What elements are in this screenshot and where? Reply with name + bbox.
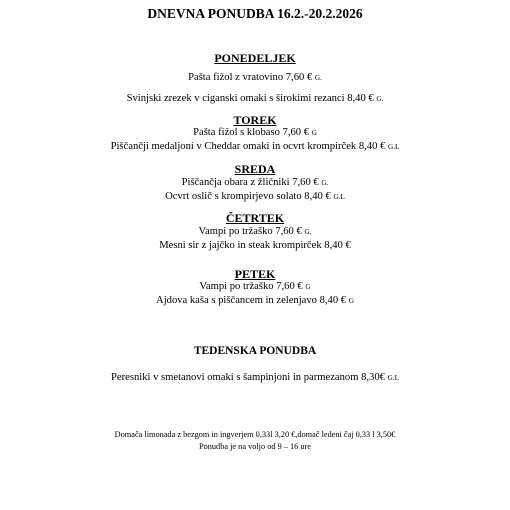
dish-item xyxy=(0,281,510,292)
dish-item xyxy=(0,141,510,152)
allergen-tag: G. xyxy=(314,74,322,82)
allergen-tag: G. xyxy=(376,95,384,103)
menu-title: DNEVNA PONUDBA 16.2.-20.2.2026 xyxy=(147,6,363,21)
allergen-tag: G xyxy=(305,283,311,291)
allergen-tag: G.L xyxy=(388,143,400,151)
day-heading-friday: PETEK xyxy=(234,267,276,281)
drinks-note: Domača limonada z bezgom in ingverjem 0,33l 3,20 €,domač ledeni čaj 0,33 l 3,50€ xyxy=(114,430,396,439)
dish-item xyxy=(0,226,510,237)
dish-text: Ocvrt oslič s krompirjevo solato 8,40 € xyxy=(165,191,331,202)
dish-text: Peresniki v smetanovi omaki s šampinjoni in parmezanom 8,30€ xyxy=(111,372,385,383)
day-heading-thursday: ČETRTEK xyxy=(225,211,285,225)
dish-text: Mesni sir z jajčko in steak krompirček 8,40 € xyxy=(159,240,351,251)
availability-hours: Ponudba je na voljo od 9 – 16 ure xyxy=(199,442,311,451)
day-heading-wednesday: SREDA xyxy=(234,162,276,176)
allergen-tag: G xyxy=(348,297,354,305)
dish-text: Pašta fižol z vratovino 7,60 € xyxy=(188,72,313,83)
allergen-tag: G.L xyxy=(387,374,399,382)
dish-item xyxy=(0,93,510,104)
day-heading-monday: PONEDELJEK xyxy=(214,51,296,65)
dish-text: Vampi po tržaško 7,60 € xyxy=(198,226,302,237)
day-heading-tuesday: TOREK xyxy=(233,113,277,127)
allergen-tag: G.L xyxy=(333,193,345,201)
weekly-offer-heading: TEDENSKA PONUDBA xyxy=(193,345,317,357)
dish-text: Pašta fižol s klobaso 7,60 € xyxy=(193,127,310,138)
allergen-tag: G. xyxy=(321,179,329,187)
dish-text: Vampi po tržaško 7,60 € xyxy=(199,281,303,292)
dish-text: Ajdova kaša s piščancem in zelenjavo 8,40 € xyxy=(156,295,347,306)
dish-item xyxy=(0,72,510,83)
allergen-tag: G xyxy=(311,129,317,137)
allergen-tag: G. xyxy=(304,228,312,236)
dish-item xyxy=(0,127,510,138)
dish-item xyxy=(0,295,510,306)
dish-text: Piščančja obara z žličniki 7,60 € xyxy=(181,177,319,188)
weekly-dish-item xyxy=(0,372,510,383)
dish-item xyxy=(0,177,510,188)
dish-text: Svinjski zrezek v ciganski omaki s širokimi rezanci 8,40 € xyxy=(126,93,374,104)
dish-item xyxy=(0,191,510,202)
dish-item xyxy=(0,240,510,251)
dish-text: Piščančji medaljoni v Cheddar omaki in ocvrt krompirček 8,40 € xyxy=(110,141,386,152)
